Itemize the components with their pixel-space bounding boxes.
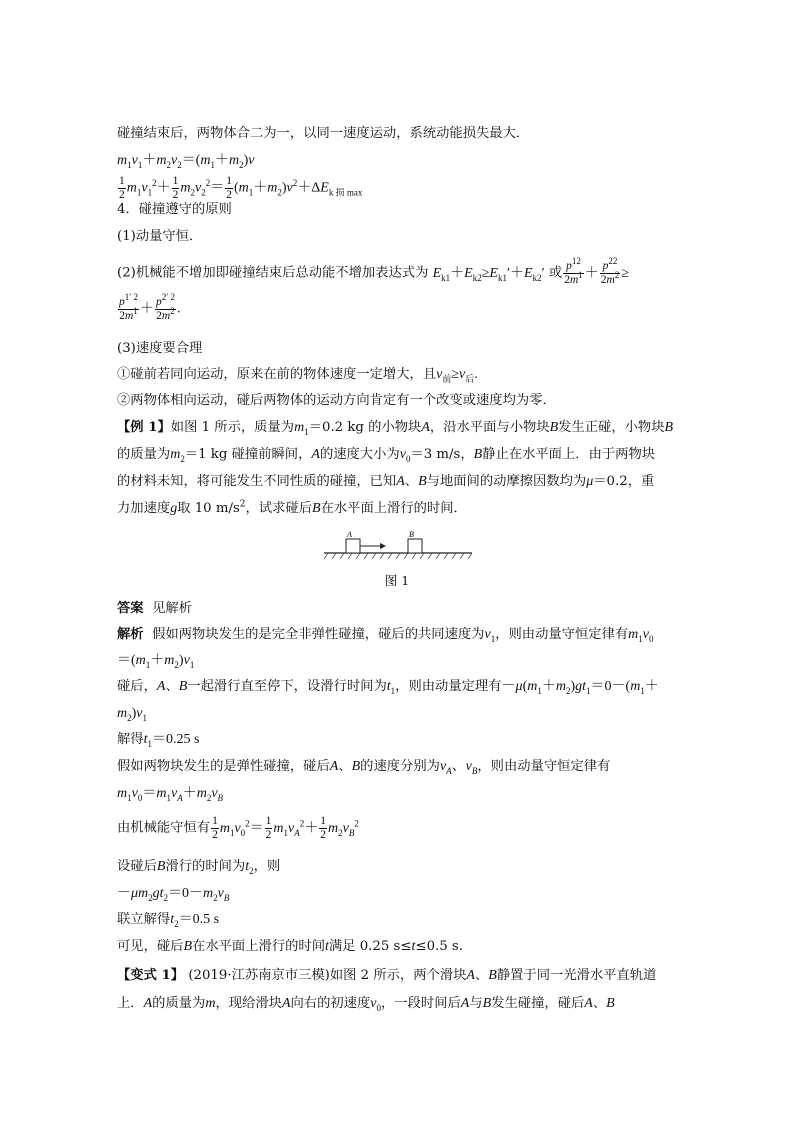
ground-hatching [324, 553, 472, 559]
example-1-line-1: 【例 1】如图 1 所示，质量为$m_1=0.2$ kg 的小物块A，沿水平面与小物块B发生正碰，小物块B [117, 420, 674, 437]
analysis-line-9: 设碰后B滑行的时间为$t_2$，则 [117, 859, 281, 876]
block-b [408, 539, 422, 553]
text-line: 碰撞结束后，两物体合二为一，以同一速度运动，系统动能损失最大． [117, 126, 530, 141]
text-line: ①碰前若同向运动，原来在前的物体速度一定增大，且$v_前\ge v_后$. [117, 367, 478, 384]
variant-1-line-2: 上．A的质量为m，现给滑块A向右的初速度$v_0$，一段时间后A与B发生碰撞，碰后A、B [117, 996, 615, 1013]
example-1-line-2: 的质量为$m_2=1$ kg 碰撞前瞬间，A的速度大小为$v_0=3$ m/s，B静止在水平面上．由于两物块 [117, 447, 656, 464]
analysis-line-8: 由机械能守恒有 $\frac{1}{2}$ $m_1v_0^2=$ $\frac{1}{2}$ $m_1v_A^2+$ $\frac{1}{2}$ $m_2v_B^2$ [117, 815, 359, 841]
analysis-line-3: 碰后，A、B一起滑行直至停下，设滑行时间为$t_1$，则由动量定理有$-\mu(m_1+m_2)gt_1=0-(m_1+$ [117, 679, 659, 696]
energy-condition-line: (2)机械能不增加即碰撞结束后总动能不增加表达式为 $E_{k1}+E_{k2}\ge E_{k1}'+E_{k2}'$ 或 $\frac{p^{12}}{2m^1}$ ＋ $\frac{p^{22}}{2m^2}$ ≥ [117, 256, 630, 286]
analysis-line-7: $m_1v_0=m_1v_A+m_2v_B$ [117, 786, 224, 803]
text-line: (3)速度要合理 [117, 341, 203, 356]
text-line: ②两物体相向运动，碰后两物体的运动方向肯定有一个改变或速度均为零． [117, 393, 556, 408]
variant-1-line-1: 【变式 1】 (2019·江苏南京市三模)如图 2 所示，两个滑块A、B静置于同一光滑水平直轨道 [117, 968, 657, 983]
example-1-line-3: 的材料未知，将可能发生不同性质的碰撞，已知A、B与地面间的动摩擦因数均为μ＝0.2，重 [117, 474, 655, 489]
example-tag: 【例 1】 [117, 420, 171, 435]
analysis-line-12: 可见，碰后B在水平面上滑行的时间t满足 0.25 s≤t≤0.5 s. [117, 939, 463, 954]
label-b: B [409, 530, 414, 539]
analysis-line-4: $m_2)v_1$ [117, 706, 148, 723]
block-a [346, 539, 360, 553]
variant-tag: 【变式 1】 [117, 968, 185, 983]
figure-1-caption: 图 1 [384, 573, 410, 588]
analysis-line-5: 解得$t_1=0.25$ s [117, 732, 200, 749]
analysis-label: 解析 [117, 627, 144, 642]
analysis-line-11: 联立解得$t_2=0.5$ s [117, 912, 220, 929]
analysis-line-2: $=(m_1+m_2)v_1$ [117, 653, 195, 670]
answer-label: 答案 [117, 601, 144, 616]
momentum-equation: $m_1v_1+m_2v_2=(m_1+m_2)v$ [117, 153, 255, 170]
section-heading: 4．碰撞遵守的原则 [117, 202, 232, 217]
answer-line: 答案 见解析 [117, 601, 192, 616]
label-a: A [347, 530, 352, 539]
text-line: (1)动量守恒． [117, 229, 203, 244]
energy-loss-equation: $\frac{1}{2}$ $m_1v_1^2+$ $\frac{1}{2}$ $m_2v_2^2=$ $\frac{1}{2}$ $(m_1+m_2)v^2+\Delta E_{k 损 max}$ [119, 175, 363, 201]
analysis-line-10: $-\mu m_2gt_2=0-m_2v_B$ [117, 886, 230, 903]
analysis-line-6: 假如两物块发生的是弹性碰撞，碰后A、B的速度分别为$v_A$、$v_B$，则由动量守恒定律有 [117, 759, 611, 776]
analysis-line-1: 解析 假如两物块发生的是完全非弹性碰撞，碰后的共同速度为$v_1$，则由动量守恒定律有$m_1v_0$ [117, 627, 654, 644]
energy-condition-continued: $\frac{p^{1' 2}}{2m^1}$ ＋ $\frac{p^{2' 2}}{2m^2}$ . [119, 292, 181, 322]
figure-1-diagram [320, 526, 480, 562]
example-1-line-4: 力加速度g取 10 $m/s^2$，试求碰后B在水平面上滑行的时间． [117, 499, 467, 516]
arrow-head [380, 543, 386, 549]
